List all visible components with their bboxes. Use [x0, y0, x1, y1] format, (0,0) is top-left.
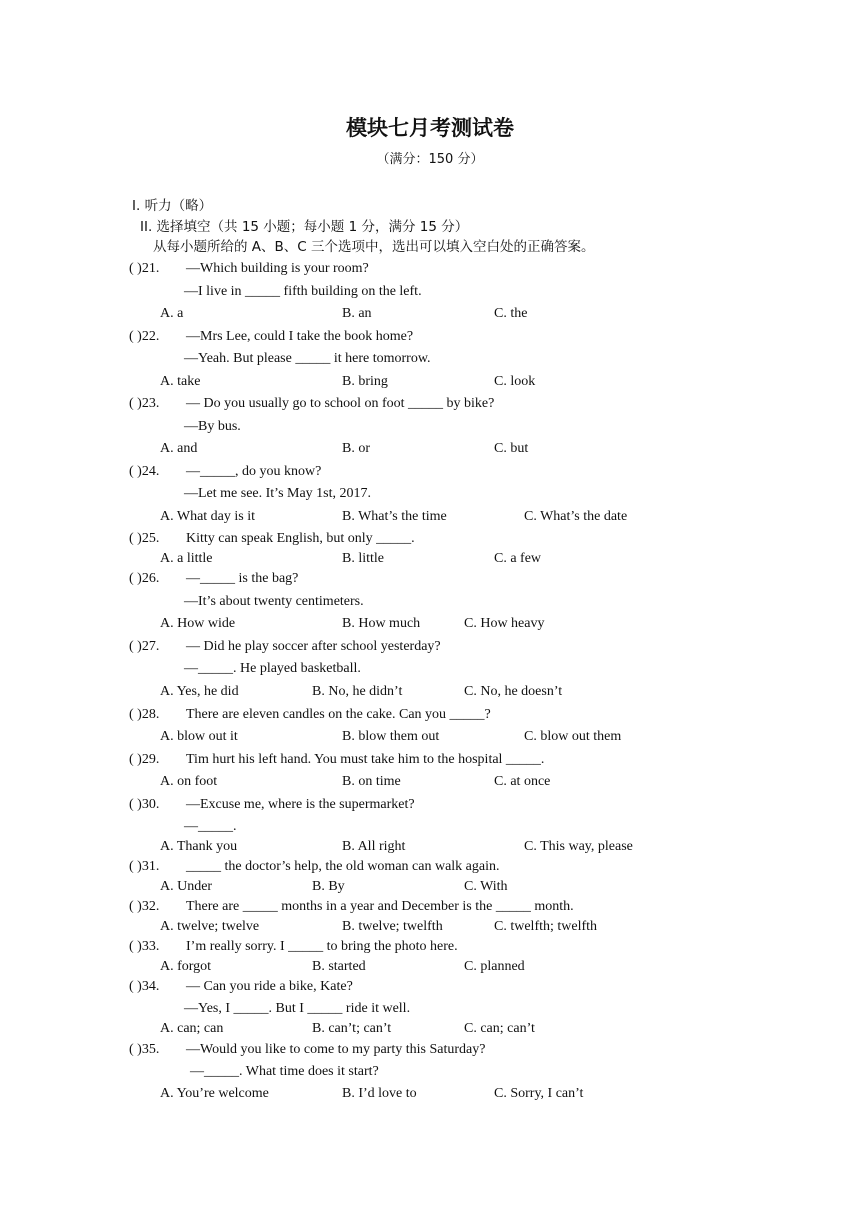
option-c: C. What’s the date [524, 509, 628, 524]
question-text: —Would you like to come to my party this Saturday? [186, 1042, 486, 1057]
option-c: C. the [494, 306, 528, 321]
question-response: —By bus. [184, 419, 241, 434]
question-text: —Which building is your room? [186, 261, 369, 276]
page-title: 模块七月考测试卷 [346, 116, 514, 140]
section-heading-listening: I. 听力（略） [132, 198, 213, 214]
question-number: ( )32. [129, 899, 160, 914]
question-number: ( )29. [129, 752, 160, 767]
question-text: I’m really sorry. I _____ to bring the photo here. [186, 939, 458, 954]
option-a: A. blow out it [160, 729, 238, 744]
option-a: A. Under [160, 879, 213, 894]
question-text: —_____, do you know? [186, 464, 322, 479]
question-number: ( )27. [129, 639, 160, 654]
question-response: —_____. He played basketball. [184, 661, 361, 676]
question-response: —_____. What time does it start? [190, 1064, 379, 1079]
question-number: ( )21. [129, 261, 160, 276]
question-number: ( )22. [129, 329, 160, 344]
question-response: —It’s about twenty centimeters. [184, 594, 364, 609]
option-c: C. How heavy [464, 616, 545, 631]
option-b: B. No, he didn’t [312, 684, 403, 699]
question-text: — Can you ride a bike, Kate? [186, 979, 353, 994]
option-a: A. a little [160, 551, 213, 566]
question-response: —I live in _____ fifth building on the left. [184, 284, 422, 299]
option-a: A. and [160, 441, 198, 456]
option-b: B. How much [342, 616, 421, 631]
question-text: There are eleven candles on the cake. Can you _____? [186, 707, 491, 722]
question-text: Kitty can speak English, but only _____. [186, 531, 415, 546]
option-c: C. planned [464, 959, 525, 974]
page-subtitle: （满分：150 分） [376, 152, 484, 167]
question-number: ( )25. [129, 531, 160, 546]
option-b: B. bring [342, 374, 388, 389]
option-b: B. an [342, 306, 372, 321]
option-b: B. All right [342, 839, 406, 854]
question-number: ( )24. [129, 464, 160, 479]
option-c: C. twelfth; twelfth [494, 919, 598, 934]
question-response: —_____. [184, 819, 237, 834]
question-text: —_____ is the bag? [186, 571, 299, 586]
option-c: C. blow out them [524, 729, 622, 744]
question-text: —Excuse me, where is the supermarket? [186, 797, 415, 812]
option-c: C. but [494, 441, 529, 456]
option-b: B. I’d love to [342, 1086, 417, 1101]
question-text: — Did he play soccer after school yesterday? [186, 639, 441, 654]
question-number: ( )34. [129, 979, 160, 994]
option-b: B. little [342, 551, 384, 566]
question-number: ( )23. [129, 396, 160, 411]
option-b: B. twelve; twelfth [342, 919, 443, 934]
option-c: C. This way, please [524, 839, 633, 854]
question-number: ( )28. [129, 707, 160, 722]
option-a: A. a [160, 306, 184, 321]
question-text: —Mrs Lee, could I take the book home? [186, 329, 414, 344]
question-text: _____ the doctor’s help, the old woman can walk again. [186, 859, 500, 874]
question-number: ( )30. [129, 797, 160, 812]
option-a: A. What day is it [160, 509, 256, 524]
option-c: C. look [494, 374, 536, 389]
section-instruction: 从每小题所给的 A、B、C 三个选项中，选出可以填入空白处的正确答案。 [153, 239, 595, 255]
question-text: There are _____ months in a year and December is the _____ month. [186, 899, 574, 914]
question-response: —Yeah. But please _____ it here tomorrow. [184, 351, 431, 366]
option-a: A. Thank you [160, 839, 238, 854]
option-a: A. forgot [160, 959, 212, 974]
option-c: C. No, he doesn’t [464, 684, 563, 699]
question-number: ( )33. [129, 939, 160, 954]
option-b: B. on time [342, 774, 401, 789]
option-c: C. can; can’t [464, 1021, 535, 1036]
question-response: —Let me see. It’s May 1st, 2017. [184, 486, 372, 501]
option-c: C. at once [494, 774, 551, 789]
option-c: C. a few [494, 551, 542, 566]
option-a: A. twelve; twelve [160, 919, 260, 934]
option-b: B. blow them out [342, 729, 440, 744]
question-number: ( )26. [129, 571, 160, 586]
option-c: C. Sorry, I can’t [494, 1086, 584, 1101]
option-b: B. What’s the time [342, 509, 447, 524]
option-a: A. You’re welcome [160, 1086, 269, 1101]
option-a: A. How wide [160, 616, 236, 631]
section-heading-multiple-choice: II. 选择填空（共 15 小题；每小题 1 分，满分 15 分） [140, 219, 469, 235]
option-a: A. on foot [160, 774, 218, 789]
question-number: ( )35. [129, 1042, 160, 1057]
question-text: Tim hurt his left hand. You must take him to the hospital _____. [186, 752, 545, 767]
question-text: — Do you usually go to school on foot _____ by bike? [186, 396, 495, 411]
option-b: B. or [342, 441, 370, 456]
option-a: A. Yes, he did [160, 684, 239, 699]
option-b: B. started [312, 959, 366, 974]
option-a: A. take [160, 374, 201, 389]
option-c: C. With [464, 879, 508, 894]
option-b: B. By [312, 879, 345, 894]
option-a: A. can; can [160, 1021, 224, 1036]
question-number: ( )31. [129, 859, 160, 874]
question-response: —Yes, I _____. But I _____ ride it well. [184, 1001, 411, 1016]
option-b: B. can’t; can’t [312, 1021, 392, 1036]
